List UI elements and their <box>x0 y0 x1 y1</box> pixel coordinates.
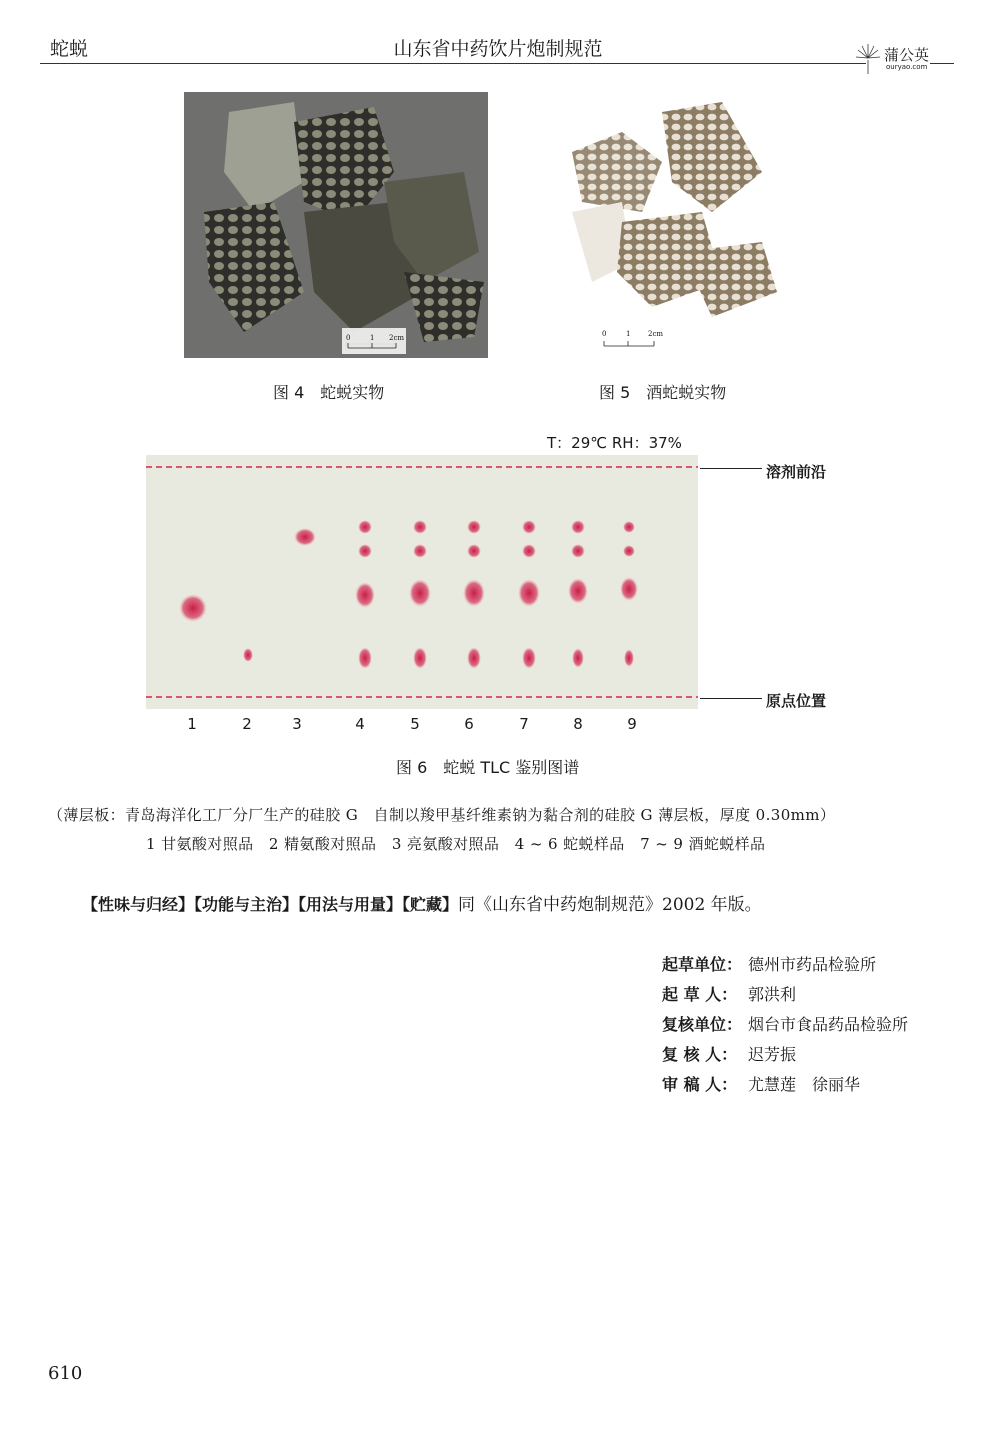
tlc-spot <box>467 544 481 558</box>
tlc-spot <box>355 582 375 608</box>
figure-4-caption: 图 4 蛇蜕实物 <box>273 383 385 402</box>
credit-label: 起 草 人： <box>662 985 738 1004</box>
running-header-title: 山东省中药饮片炮制规范 <box>393 38 603 60</box>
credit-row <box>662 1010 908 1040</box>
tlc-spot <box>413 647 427 669</box>
solvent-front-arrow <box>700 468 762 469</box>
scale-tick-1: 1 <box>370 334 375 342</box>
tlc-spot <box>572 648 584 668</box>
properties-paragraph <box>82 890 762 915</box>
tlc-spot <box>623 521 635 533</box>
tlc-spot <box>294 528 316 546</box>
section-headings: 【性味与归经】【功能与主治】【用法与用量】【贮藏】 <box>82 895 459 914</box>
tlc-spot <box>522 647 536 669</box>
origin-arrow <box>700 698 762 699</box>
tlc-spot <box>624 649 634 667</box>
solvent-front-label: 溶剂前沿 <box>766 463 827 481</box>
scale-tick-0: 0 <box>346 334 351 342</box>
tlc-spot <box>623 545 635 557</box>
credit-row <box>662 1040 908 1070</box>
lane-number: 7 <box>519 715 529 733</box>
credit-label: 起草单位： <box>662 955 743 974</box>
credit-label: 审 稿 人： <box>662 1075 738 1094</box>
figure-5-photo <box>562 92 790 358</box>
lane-number: 6 <box>464 715 474 733</box>
lane-number: 3 <box>292 715 302 733</box>
logo-subtext: ouryao.com <box>886 63 928 71</box>
credit-label: 复 核 人： <box>662 1045 738 1064</box>
credit-value: 尤慧莲 徐丽华 <box>748 1075 861 1094</box>
lane-number: 4 <box>355 715 365 733</box>
tlc-spot <box>463 579 485 607</box>
tlc-spot <box>179 594 207 622</box>
credit-row <box>662 950 908 980</box>
header-rule <box>40 63 866 64</box>
tlc-plate <box>146 455 698 709</box>
credit-value: 德州市药品检验所 <box>748 955 877 974</box>
credit-row <box>662 1070 908 1100</box>
running-header-section: 蛇蜕 <box>50 38 89 60</box>
tlc-spot <box>358 544 372 558</box>
tlc-spot <box>413 544 427 558</box>
tlc-spot <box>358 647 372 669</box>
lane-number: 2 <box>242 715 252 733</box>
tlc-spot <box>568 578 588 604</box>
credit-label: 复核单位： <box>662 1015 743 1034</box>
credit-value: 迟芳振 <box>748 1045 797 1064</box>
tlc-spot <box>571 544 585 558</box>
lane-number: 8 <box>573 715 583 733</box>
credits-block <box>662 950 908 1100</box>
credit-row <box>662 980 908 1010</box>
figure-5-caption: 图 5 酒蛇蜕实物 <box>599 383 727 402</box>
origin-label: 原点位置 <box>766 692 827 710</box>
logo-text: 蒲公英 <box>884 46 930 64</box>
scale-tick-2: 2cm <box>648 330 664 338</box>
tlc-spot <box>620 577 638 601</box>
lane-legend: 1 甘氨酸对照品 2 精氨酸对照品 3 亮氨酸对照品 4 ~ 6 蛇蜕样品 7 ~ 9 酒蛇蜕样品 <box>146 835 766 853</box>
paragraph-text: 同《山东省中药炮制规范》2002 年版。 <box>458 895 762 915</box>
tlc-spot <box>522 544 536 558</box>
scale-tick-1: 1 <box>626 330 631 338</box>
scale-tick-0: 0 <box>602 330 607 338</box>
tlc-conditions: T：29℃ RH：37% <box>547 434 682 452</box>
figure-6-caption: 图 6 蛇蜕 TLC 鉴别图谱 <box>396 758 580 777</box>
credit-value: 郭洪利 <box>748 985 797 1004</box>
tlc-spot <box>409 579 431 607</box>
tlc-spot <box>243 648 253 662</box>
page-number: 610 <box>48 1363 83 1384</box>
tlc-spot <box>518 579 540 607</box>
tlc-spot <box>467 520 481 534</box>
scale-tick-2: 2cm <box>389 334 405 342</box>
tlc-spot <box>571 520 585 534</box>
tlc-spot <box>358 520 372 534</box>
plate-note: （薄层板：青岛海洋化工厂分厂生产的硅胶 G 自制以羧甲基纤维素钠为黏合剂的硅胶 G 薄层板，厚度 0.30mm） <box>48 806 836 824</box>
lane-number: 9 <box>627 715 637 733</box>
tlc-spot <box>522 520 536 534</box>
credit-value: 烟台市食品药品检验所 <box>748 1015 909 1034</box>
lane-number: 5 <box>410 715 420 733</box>
lane-number: 1 <box>187 715 197 733</box>
tlc-spot <box>413 520 427 534</box>
figure-4-photo <box>184 92 488 358</box>
tlc-spot <box>467 647 481 669</box>
